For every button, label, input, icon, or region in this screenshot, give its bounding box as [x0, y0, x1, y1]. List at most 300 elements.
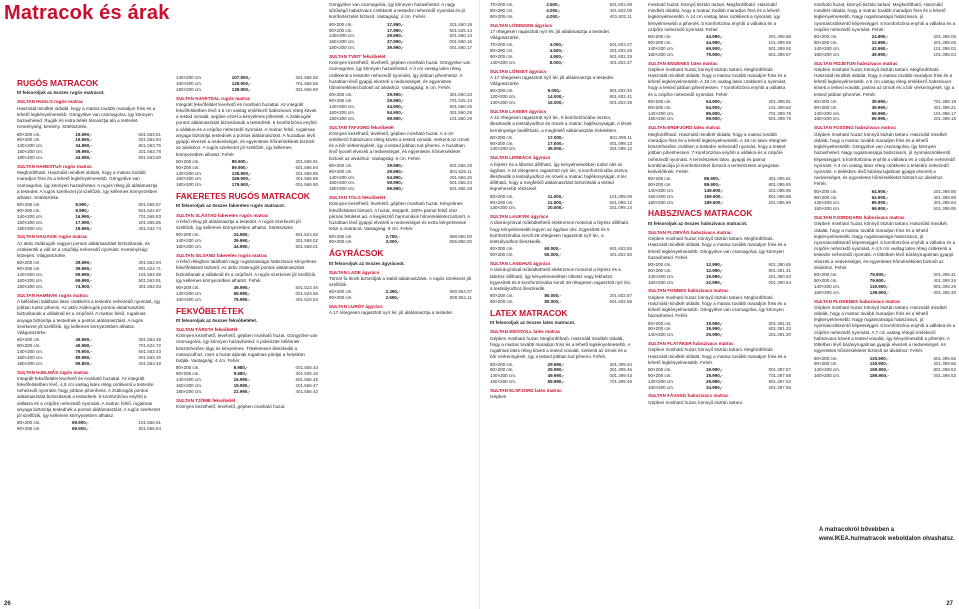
size-cell: 90×200 cm.	[648, 267, 672, 273]
price-table	[329, 234, 472, 246]
price-cell: 37.990,-	[387, 39, 404, 45]
price-cell: 54.990,-	[387, 174, 404, 180]
price-cell: 12.990,-	[706, 262, 723, 268]
price-table	[814, 272, 956, 295]
price-cell: 17.000,-	[547, 134, 565, 140]
price-row	[490, 146, 632, 152]
size-cell: 80×200 cm.	[648, 367, 672, 373]
size-cell: 90×200 cm.	[490, 53, 514, 59]
product-description: Gépben mosható huzat; könnyű tisztán tartani. Használd mindkét oldalát, hogy a matrac tovább maradjon friss és a lehető legkényelmesebb. Nagy rugalmasságú habszivacs, jó nyomáscsökkentő képességgel. 5 komfortzóna enyhíti a vállakra és a csípőre nehezedő nyomást. A 4,5 cm vastag latex réteg csökkenti a testedre nehezedő nyomást. A töltetben lévő bárányrugalmas gyapjú elvezeti a nedvességet, és egyenletes hőmérsékletet biztosít az alváshoz. Fehér.	[814, 221, 956, 270]
price-cell: 16.990,-	[233, 377, 251, 383]
price-row	[814, 46, 956, 52]
article-number-cell: 001.560.17	[449, 45, 472, 51]
product-name: SULTAN FLORVÅG habszivacs matrac	[648, 229, 732, 235]
product-name: SULTAN FONNES habszivacs matrac	[648, 288, 729, 294]
price-table	[648, 321, 791, 339]
price-cell: 44.990,-	[75, 155, 92, 161]
price-row	[176, 297, 318, 303]
price-cell: 89.990,-	[75, 354, 92, 360]
article-number-cell: 201.398.16	[933, 116, 956, 122]
price-row	[17, 355, 161, 361]
size-cell: 180×200 cm.	[176, 388, 203, 394]
size-cell: 80×200 cm.	[176, 365, 200, 371]
product-name: SULTAN HARESTUA rugós matrac	[17, 163, 92, 169]
price-row	[648, 52, 791, 58]
article-number-cell: 001.399.30	[933, 289, 956, 295]
price-cell: 19.990,-	[75, 137, 92, 143]
size-cell: 80×200 cm.	[329, 21, 353, 27]
size-cell: 180×200 cm.	[329, 45, 356, 51]
price-row	[648, 373, 791, 379]
price-row	[329, 169, 472, 175]
size-cell: 180×200 cm.	[17, 155, 44, 161]
price-row	[490, 14, 632, 20]
price-table	[17, 420, 161, 432]
article-number-cell: 801.563.75	[138, 143, 161, 149]
size-cell: 80×200 cm.	[176, 158, 200, 164]
price-cell: 119.900,-	[869, 283, 889, 289]
price-row	[648, 379, 791, 385]
product-description: A felső réteg jól alátámasztja a testedet. A rugós szerkezet jól szellőzik, így kellemes környezetben alhatsz. Sötétszürke.	[176, 218, 301, 231]
size-cell: 160×200 cm.	[814, 289, 841, 295]
price-cell: 24.990,-	[871, 40, 889, 46]
product-name: SULTAN FLATÅKER habszivacs matrac	[648, 341, 734, 347]
size-cell: 140×200 cm.	[814, 367, 841, 373]
article-number-cell: 301.397.55	[768, 384, 791, 390]
article-number-cell: 101.398.17	[933, 110, 956, 116]
size-cell: 80×200 cm.	[814, 355, 838, 361]
price-cell: 189.900,-	[869, 373, 889, 379]
price-cell: 29.990,-	[387, 98, 404, 104]
size-cell: 140×200 cm.	[176, 290, 203, 296]
price-cell: 39.990,-	[871, 104, 889, 110]
size-cell: 80×200 cm.	[329, 233, 353, 239]
article-number-cell: 301.560.33	[449, 92, 472, 98]
price-table	[176, 159, 318, 188]
article-number-cell: 601.566.94	[295, 164, 318, 170]
price-cell: 59.990,-	[75, 272, 92, 278]
price-cell: 42.990,-	[871, 45, 889, 51]
price-cell: 69.990,-	[233, 290, 251, 296]
product-name: SULTAN LURÖY ágyrács	[329, 304, 383, 310]
size-cell: 90×200 cm.	[329, 239, 353, 245]
product-description: mosható huzat; könnyű tisztán tartani. Megfordítható. Használd mindkét oldalát, hogy a matrac tovább maradjon friss és a lehető legkényelmesebb. A 14 cm vastag latex csökkenti a nyomást, így kényelmesebb a pihenés. 5 komfortzóna enyhíti a vállakra és a csípőre nehezedő nyomást. Fehér.	[648, 2, 781, 32]
price-cell: 2.390,-	[385, 289, 400, 295]
price-cell: 59.990,-	[871, 110, 889, 116]
price-cell: 29.990,-	[387, 162, 404, 168]
size-cell: 140×200 cm.	[648, 273, 675, 279]
price-row	[814, 116, 956, 122]
product-name: SULTAN LÖDINGEN ágyrács	[490, 22, 553, 28]
size-cell: 180×200 cm.	[176, 182, 203, 188]
price-cell: 64.900,-	[706, 104, 723, 110]
price-table	[176, 285, 318, 303]
price-cell: 11.000,-	[547, 193, 564, 199]
product-description: Használd mindkét oldalát, hogy a matrac tovább maradjon friss és a lehető legkényelmesebb. Göngyölve van csomagolva, így könnyen hazaviheted. Rugók és extra bélés támasztja alá a testedet. Keménység: kemény. Sötétszürke.	[17, 105, 156, 130]
product-name: SULTAN LAXEBY ágyrács	[490, 108, 547, 114]
price-cell: 49.990,-	[75, 337, 92, 343]
price-cell: 19.990,-	[233, 382, 251, 388]
article-number-cell: 301.566.55	[295, 75, 318, 80]
price-table	[648, 34, 791, 57]
price-cell: 149.900,-	[704, 187, 724, 193]
size-cell: 140×200 cm.	[329, 33, 356, 39]
size-cell: 80×200 cm.	[814, 188, 838, 194]
size-cell: 90×200 cm.	[814, 40, 838, 46]
size-cell: 80×200 cm.	[814, 34, 838, 40]
price-cell: 89.900,-	[231, 158, 249, 164]
price-cell: 19.990,-	[706, 273, 723, 279]
price-row	[176, 389, 318, 395]
article-number-cell: 601.602.58	[609, 299, 632, 305]
price-cell: 189.900,-	[704, 199, 724, 205]
article-number-cell: 501.399.55	[933, 355, 956, 361]
price-cell: 29.990,-	[547, 361, 565, 367]
size-cell: 90×200 cm.	[329, 27, 353, 33]
price-table	[490, 293, 632, 305]
product-description: A 17 rétegesen ragasztott nyír léc jól alátámasztja a testedet.	[329, 310, 454, 316]
article-number-cell: 401.399.34	[933, 278, 956, 283]
article-number-cell: 201.560.19	[449, 21, 472, 27]
size-cell: 80×200 cm.	[490, 293, 514, 299]
price-row	[648, 194, 791, 200]
size-cell: 140×200 cm.	[176, 377, 203, 383]
article-number-cell: 201.398.05	[933, 34, 956, 40]
article-number-cell: 201.095.86	[768, 187, 791, 193]
article-number-cell: 401.566.88	[295, 176, 318, 182]
size-cell: 70×200 cm.	[490, 2, 514, 7]
column-5	[648, 2, 791, 595]
price-cell: 69.990,-	[871, 116, 889, 122]
article-number-cell: 301.525.15	[295, 371, 318, 377]
price-cell: 169.900,-	[869, 367, 889, 373]
article-number-cell: 501.562.91	[138, 277, 161, 283]
price-cell: 59.990,-	[387, 115, 404, 121]
price-row	[648, 274, 791, 280]
price-cell: 79.990,-	[233, 296, 251, 302]
article-number-cell: 301.399.44	[609, 361, 632, 367]
price-cell: 44.990,-	[706, 34, 723, 40]
article-number-cell: 601.602.55	[609, 246, 632, 252]
product-name: SULTAN LERBÄCK ágyrács	[490, 155, 551, 161]
price-cell: 39.990,-	[871, 98, 889, 104]
price-table	[490, 194, 632, 212]
article-number-cell: 201.602.57	[609, 293, 632, 299]
size-cell: 140×200 cm.	[176, 238, 203, 244]
article-number-cell: 601.563.43	[138, 348, 161, 354]
size-cell: 90×200 cm.	[176, 284, 200, 290]
product-description: Könnyen kezelhető; levehető, gépben mosható huzat. Kényelmes fekvőfelületet biztosít. A huzat, steppelt, 100% pamut felső rész párnás felületet ad. A kiegészítő harmonikus hőmérsékletet biztosít. A huzatban lévő gyapjú elvezeti a nedvességet és extra kényelmessé teszi a matracot. Vastagság: 6 cm. Fehér.	[329, 201, 470, 232]
price-cell: 12.990,-	[706, 267, 723, 273]
product-description: Könnyen kezelhető; levehető, gépben mosható huzat. A 4 cm emlékező habszivacs réteg követi a tested vonalát, serkenti az izmok és a bőr vérkeringését, így a tested jobban tud pihenni. A huzatban lévő lyocell elvezeti a nedvességet, és egyenletes hőmérsékletet biztosít az alváshoz. Vastagság: 6 cm. Fehér.	[329, 130, 470, 161]
price-row	[329, 45, 472, 51]
article-number-cell: 501.099.12	[609, 199, 632, 205]
article-number-cell: 001.563.45	[138, 354, 161, 360]
size-cell: 90×200 cm.	[490, 88, 514, 94]
product-name: SULTAN TAFJORD fekvőbetét	[329, 124, 394, 130]
price-table	[648, 99, 791, 122]
size-cell: 90×200 cm.	[490, 13, 514, 19]
size-cell: 80×200 cm.	[490, 7, 514, 13]
article-number-cell: 201.563.78	[138, 149, 161, 155]
product-name: SULTAN EIDSVOLL latex matrac	[490, 329, 561, 335]
article-number-cell: 701.399.49	[609, 379, 632, 385]
price-cell: 8.990,-	[75, 202, 90, 208]
article-number-cell: 701.524.72	[138, 343, 161, 349]
price-cell: 11.000,-	[547, 199, 564, 205]
price-cell: 19.990,-	[706, 372, 723, 378]
product-name: SULTAN FJORDGARD habszivacs matrac	[814, 215, 905, 221]
price-cell: 89.900,-	[871, 200, 889, 206]
price-row	[176, 165, 318, 171]
size-cell: 140×200 cm.	[490, 205, 517, 211]
price-table	[814, 356, 956, 379]
price-cell: 8.990,-	[75, 208, 90, 214]
product-name: SULTAN FLOKENES habszivacs matrac	[814, 298, 901, 304]
price-row	[814, 52, 956, 58]
size-cell: 140×200 cm.	[17, 213, 44, 219]
size-cell: 160×200 cm.	[814, 51, 841, 57]
size-cell: 70×200 cm.	[490, 42, 514, 48]
price-cell: 139.900,-	[869, 289, 889, 295]
size-cell: 90×200 cm.	[176, 371, 200, 377]
article-number-cell: 301.562.94	[138, 260, 161, 266]
size-cell: 140×200 cm.	[814, 200, 841, 206]
size-cell: 140×200 cm.	[648, 187, 675, 193]
price-table	[490, 135, 632, 153]
size-cell: 80×200 cm.	[648, 320, 672, 326]
product-name: SULTAN FÅVANG habszivacs matrac	[648, 393, 729, 399]
article-number-cell: 501.556.29	[449, 162, 472, 168]
size-cell: 90×200 cm.	[490, 299, 514, 305]
price-table	[490, 2, 632, 20]
price-cell: 79.900,-	[869, 272, 887, 278]
size-cell: 160×200 cm.	[490, 379, 517, 385]
section-subtitle: Itt felsoroljuk az összes fakeretes rugós matracot.	[176, 203, 286, 209]
price-cell: 34.990,-	[706, 384, 723, 390]
price-table	[176, 232, 318, 250]
product-description: Könnyen kezelhető; levehető, gépben mosható huzat.	[176, 403, 286, 409]
product-name: SULTAN LADE ágyrács	[329, 269, 380, 275]
price-row	[329, 22, 472, 28]
size-cell: 160×200 cm.	[648, 193, 675, 199]
price-row	[17, 226, 161, 232]
price-table	[329, 92, 472, 121]
size-cell: 80×200 cm.	[648, 176, 672, 182]
article-number-cell: 601.525.14	[449, 27, 472, 33]
article-number-cell: 801.565.87	[138, 202, 161, 208]
article-number-cell: 001.523.56	[295, 290, 318, 296]
price-table	[648, 367, 791, 390]
price-cell: 179.900,-	[231, 182, 251, 188]
article-number-cell: 001.560.15	[449, 39, 472, 45]
price-cell: 24.990,-	[871, 34, 889, 40]
size-cell: 140×200 cm.	[329, 104, 356, 110]
price-cell: 139.900,-	[231, 86, 251, 92]
price-row	[814, 290, 956, 296]
price-cell: 107.900,-	[231, 75, 251, 80]
product-name: SULTAN LANGHUS ágyrács	[490, 261, 551, 267]
price-cell: 19.990,-	[75, 225, 92, 231]
price-row	[176, 182, 318, 188]
price-row	[490, 299, 632, 305]
price-row	[814, 206, 956, 212]
price-cell: 59.990,-	[387, 180, 404, 186]
price-row	[176, 383, 318, 389]
size-cell: 90×200 cm.	[329, 168, 353, 174]
price-cell: 35.000,-	[547, 146, 565, 152]
price-row	[490, 54, 632, 60]
article-number-cell: 501.568.01	[295, 243, 318, 249]
product-name: SULTAN ENGENES latex matrac	[648, 60, 718, 66]
product-name: SULTAN SILSAND fakeretes rugós matrac	[176, 252, 268, 258]
article-number-cell: 201.556.26	[449, 174, 472, 180]
price-cell: 89.900,-	[706, 110, 723, 116]
price-cell: 29.990,-	[547, 367, 565, 373]
article-number-cell: 901.524.71	[138, 266, 161, 272]
price-row	[17, 220, 161, 226]
article-number-cell: 801.391.31	[768, 267, 791, 273]
price-row	[176, 285, 318, 291]
section-title: FAKERETES RUGÓS MATRACOK	[176, 191, 310, 202]
size-cell: 140×200 cm.	[648, 332, 675, 338]
size-cell: 80×200 cm.	[648, 34, 672, 40]
price-row	[17, 278, 161, 284]
price-cell: 44.990,-	[706, 40, 723, 46]
product-description: A felső rétegben található nagy rugalmasságú habszivacs kényelmes fekvőfelületet biztosít. Az aktív zsákrugók pontos alátámasztást biztosítanak a vállaknál és a csípőnél. A rugós szerkezet jól szellőzik, így kellemes környezetben alhatsz. Fehér.	[176, 259, 317, 283]
price-cell: 22.990,-	[233, 388, 251, 394]
size-cell: 90×200 cm.	[814, 361, 838, 367]
product-name: SULTAN HJARTDAL rugós matrac	[176, 95, 251, 101]
size-cell: 80×200 cm.	[17, 337, 41, 343]
price-cell: 49.990,-	[871, 51, 889, 57]
article-number-cell: 601.556.45	[295, 377, 318, 383]
price-row	[329, 104, 472, 110]
price-cell: 79.900,-	[869, 278, 887, 283]
price-cell: 14.000,-	[547, 94, 565, 100]
price-cell: 4.000,-	[549, 42, 564, 48]
price-cell: 39.990,-	[387, 45, 404, 51]
article-number-cell: 301.398.84	[933, 200, 956, 206]
price-row	[329, 295, 472, 301]
price-cell: 49.990,-	[75, 343, 92, 349]
price-cell: 17.000,-	[547, 140, 565, 146]
article-number-cell: 201.566.85	[295, 170, 318, 176]
price-row	[329, 116, 472, 122]
size-cell: 180×200 cm.	[648, 199, 675, 205]
price-row	[814, 278, 956, 284]
section-title: FEKVŐBETÉTEK	[176, 305, 244, 316]
price-cell: 80.000,-	[544, 293, 561, 299]
size-cell: 160×200 cm.	[814, 373, 841, 379]
size-cell: 80×200 cm.	[814, 272, 838, 278]
price-table	[490, 88, 632, 106]
price-cell: 119.900,-	[869, 355, 889, 361]
article-number-cell: 401.602.56	[609, 252, 632, 258]
column-2	[176, 75, 318, 595]
price-row	[17, 426, 161, 432]
product-description: A 17 rétegesen ragasztott nyír léc jól alátámasztja a testedet. Világosszürke.	[490, 74, 615, 87]
price-cell: 69.990,-	[75, 277, 92, 283]
section-subtitle: Itt felsoroljuk az összes latex matracot.	[490, 320, 576, 326]
article-number-cell: 801.525.11	[449, 168, 472, 174]
size-cell: 160×200 cm.	[329, 109, 356, 115]
price-cell: 17.990,-	[387, 27, 404, 33]
article-number-cell: 201.099.12	[609, 146, 632, 152]
size-cell: 140×200 cm.	[490, 146, 517, 152]
price-cell: 3.000,-	[385, 239, 400, 245]
size-cell: 180×200 cm.	[329, 115, 356, 121]
section-title: RUGÓS MATRACOK	[17, 78, 99, 88]
price-cell: 119.900,-	[869, 361, 889, 367]
article-number-cell: 101.398.03	[933, 45, 956, 51]
size-cell: 90×200 cm.	[648, 104, 672, 110]
column-4	[490, 2, 632, 595]
size-cell: 90×200 cm.	[490, 199, 514, 205]
article-number-cell: 801.095.85	[768, 182, 791, 188]
article-number-cell: 301.560.28	[449, 109, 472, 115]
article-number-cell: 401.398.06	[933, 40, 956, 46]
price-cell: 54.900,-	[387, 109, 404, 115]
article-number-cell: 501.560.13	[449, 33, 472, 39]
size-cell: 80×200 cm.	[814, 98, 838, 104]
price-cell: 89.900,-	[231, 164, 249, 170]
size-cell: 90×200 cm.	[814, 278, 838, 283]
section-subtitle: Itt felsoroljuk az összes ágyrácsot.	[329, 260, 405, 266]
article-number-cell: 601.602.27	[609, 42, 632, 48]
price-row	[17, 155, 161, 161]
price-row	[648, 332, 791, 338]
price-cell: 22.990,-	[706, 279, 723, 285]
size-cell: 160×200 cm.	[648, 51, 675, 57]
article-number-cell: 001.602.39	[609, 100, 632, 105]
price-cell: 29.990,-	[387, 168, 404, 174]
article-number-cell: 801.602.41	[609, 94, 632, 100]
article-number-cell: 000.954.11	[449, 295, 472, 301]
price-row	[814, 40, 956, 46]
article-number-cell: 001.566.90	[295, 182, 318, 188]
section-title: ÁGYRÁCSOK	[329, 248, 384, 259]
section-title: HABSZIVACS MATRACOK	[648, 208, 753, 219]
price-row	[329, 186, 472, 192]
price-cell: 8.000,-	[549, 59, 564, 65]
product-name: SULTAN FOSSING habszivacs matrac	[814, 125, 897, 131]
article-number-cell: 001.399.31	[933, 272, 956, 278]
product-name: SULTAN HUGLO rugós matrac	[17, 99, 84, 105]
article-number-cell: 001.390.54	[768, 279, 791, 285]
product-description: Könnyen kezelhető; levehető, gépben mosható huzat. Göngyölve van csomagolva, így könnyen hazaviheted. A 3 cm vastag latex réteg csökkenti a testedre nehezedő nyomást, így jobban pihenhetsz. A huzatban lévő gyapjú elvezeti a nedvességet, és egyenletes hőmérsékletet biztosít az alváshoz. Vastagság: 5 cm. Fehér.	[329, 60, 471, 91]
article-number-cell: 501.602.29	[609, 53, 632, 59]
price-cell: 39.990,-	[75, 260, 92, 266]
size-cell: 180×200 cm.	[176, 86, 203, 92]
price-row	[648, 105, 791, 111]
size-cell: 80×200 cm.	[329, 289, 353, 295]
product-name: SULTAN HJELMÅS rugós matrac	[17, 369, 89, 375]
product-name: SULTAN TÄRSTA fekvőbetét	[176, 326, 238, 332]
price-cell: 9.980,-	[233, 371, 248, 377]
page-divider	[479, 0, 480, 609]
size-cell: 90×200 cm.	[490, 140, 514, 146]
product-description: A fejrész és a lábrész állítható, így kényelmesebben tudsz ülni az ágyban. A 24 rétegesen ragasztott nyír léc, 5 komfortzónába osztva, illeszkedik a testsúlyodhoz és növeli a matrac hajlékonyságát. 6 léc állítható, hogy a megfelelő alátámasztást biztosítsák a tested legnehezebb részeinél.	[490, 161, 629, 192]
product-name: SULTAN LAUKVIK ágyrács	[490, 214, 549, 220]
size-cell: 90×200 cm.	[648, 40, 672, 46]
product-description: A távirányítóval működtethető elektromos motorral a fejrész állítható, hogy kényelmesebb legyen az ágyban ülni. Egyesített és 5 komfortzónába sorolt 28 rétegesen ragasztott nyír léc, a testsúlyodhoz illeszkedik.	[490, 220, 630, 245]
size-cell: 160×200 cm.	[648, 384, 675, 390]
price-table	[329, 22, 472, 51]
price-row	[329, 163, 472, 169]
size-cell: 160×200 cm.	[329, 39, 356, 45]
price-table	[490, 246, 632, 258]
